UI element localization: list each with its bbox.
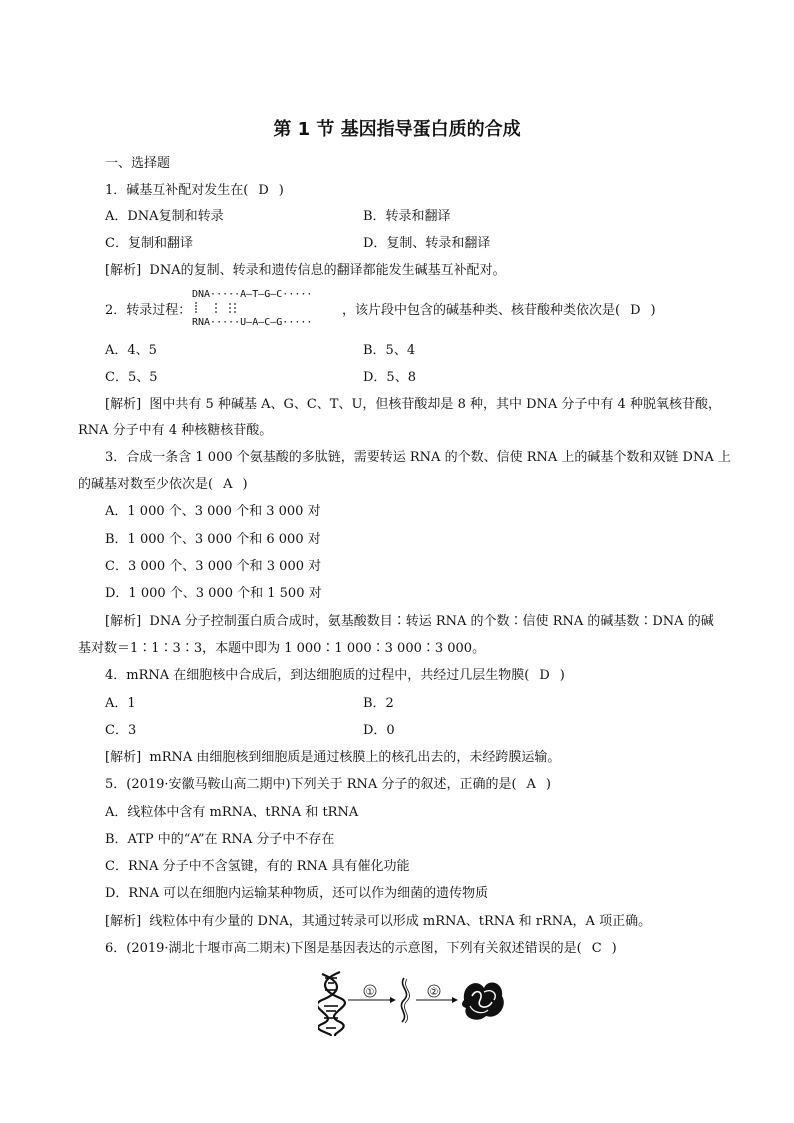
page-title: 第 1 节 基因指导蛋白质的合成 (273, 119, 521, 140)
analysis-text: 线粒体中有少量的 DNA，其通过转录可以形成 mRNA、tRNA 和 rRNA，A 项正确。 (149, 914, 652, 929)
question-4: 4．mRNA 在细胞核中合成后，到达细胞质的过程中，共经过几层生物膜( D ) (105, 668, 565, 683)
question-5: 5．(2019·安徽马鞍山高二期中)下列关于 RNA 分子的叙述，正确的是( A ) (105, 777, 551, 792)
answer: A (526, 777, 536, 792)
option-d: D．复制、转录和翻译 (363, 236, 491, 251)
analysis-text: DNA的复制、转录和遗传信息的翻译都能发生碱基互补配对。 (149, 263, 506, 278)
analysis-continued: RNA 分子中有 4 种核糖核苷酸。 (78, 423, 273, 438)
analysis (105, 613, 714, 631)
option-c: C．3 000 个、3 000 个和 3 000 对 (105, 559, 322, 574)
question-stem: 5．(2019·安徽马鞍山高二期中)下列关于 RNA 分子的叙述，正确的是( (105, 777, 517, 792)
analysis-tag: [解析] (105, 750, 142, 765)
question-stem: 1．碱基互补配对发生在( (105, 183, 249, 198)
answer: D (539, 668, 550, 683)
analysis-tag: [解析] (105, 263, 142, 278)
option-b: B．1 000 个、3 000 个和 6 000 对 (105, 532, 321, 547)
step-1-label: ① (365, 987, 375, 998)
option-d: D．1 000 个、3 000 个和 1 500 对 (105, 586, 322, 601)
analysis (105, 262, 506, 280)
step-2-label: ② (429, 987, 439, 998)
option-d: D．5、8 (363, 370, 416, 385)
option-b: B．转录和翻译 (363, 209, 451, 224)
question-2-stem: ，该片段中包含的碱基种类、核苷酸种类依次是( D ) (342, 303, 656, 318)
option-b: B．5、4 (363, 343, 416, 358)
base-pair-dots (192, 301, 252, 317)
dna-helix-icon (318, 972, 345, 1036)
option-c: C．RNA 分子中不含氢键，有的 RNA 具有催化功能 (105, 859, 410, 874)
question-stem: 4．mRNA 在细胞核中合成后，到达细胞质的过程中，共经过几层生物膜( (105, 668, 530, 683)
section-heading: 一、选择题 (105, 156, 171, 171)
option-a: A．1 000 个、3 000 个和 3 000 对 (105, 504, 321, 519)
analysis-text: 图中共有 5 种碱基 A、G、C、T、U，但核苷酸却是 8 种，其中 DNA 分子中有 4 种脱氧核苷酸， (149, 397, 721, 412)
option-c: C．5、5 (105, 370, 158, 385)
option-b: B．ATP 中的“A”在 RNA 分子中不存在 (105, 832, 335, 847)
answer: C (591, 941, 602, 956)
gene-expression-diagram (318, 970, 508, 1036)
rna-strand: RNA·····U—A—C—G····· (192, 317, 313, 328)
option-b: B．2 (363, 696, 394, 711)
question-6: 6．(2019·湖北十堰市高二期末)下图是基因表达的示意图，下列有关叙述错误的是( C ) (105, 941, 617, 956)
option-a: A．1 (105, 696, 136, 711)
question-3-stem: 3．合成一条含 1 000 个氨基酸的多肽链，需要转运 RNA 的个数、信使 RNA 上的碱基个数和双链 DNA 上 (105, 450, 731, 465)
answer: D (630, 303, 641, 318)
answer: A (223, 477, 233, 492)
analysis (105, 749, 560, 767)
analysis (105, 913, 651, 931)
analysis-tag: [解析] (105, 614, 142, 629)
analysis-text: mRNA 由细胞核到细胞质是通过核膜上的核孔出去的，未经跨膜运输。 (149, 750, 561, 765)
option-c: C．复制和翻译 (105, 236, 193, 251)
analysis-continued: 基对数＝1∶1∶3∶3，本题中即为 1 000∶1 000∶3 000∶3 000。 (78, 641, 486, 656)
gene-expression-figure (318, 970, 508, 1036)
question-stem: 6．(2019·湖北十堰市高二期末)下图是基因表达的示意图，下列有关叙述错误的是( (105, 941, 582, 956)
question-3-stem-continued: 的碱基对数至少依次是( A ) (78, 477, 248, 492)
question-1: 1．碱基互补配对发生在( D ) (105, 183, 284, 198)
question-2-prefix: 2．转录过程： (105, 303, 192, 318)
option-d: D．0 (363, 723, 395, 738)
answer: D (258, 183, 269, 198)
folded-protein-icon (462, 982, 504, 1019)
option-c: C．3 (105, 723, 137, 738)
analysis-text: DNA 分子控制蛋白质合成时，氨基酸数目∶转运 RNA 的个数∶信使 RNA 的碱基数∶DNA 的碱 (149, 614, 714, 629)
option-a: A．DNA复制和转录 (105, 209, 224, 224)
analysis-tag: [解析] (105, 397, 142, 412)
analysis (105, 396, 721, 414)
analysis-tag: [解析] (105, 914, 142, 929)
option-a: A．线粒体中含有 mRNA、tRNA 和 tRNA (105, 805, 359, 820)
option-a: A．4、5 (105, 343, 157, 358)
option-d: D．RNA 可以在细胞内运输某种物质，还可以作为细菌的遗传物质 (105, 886, 489, 901)
dna-strand: DNA·····A—T—G—C····· (192, 289, 313, 300)
